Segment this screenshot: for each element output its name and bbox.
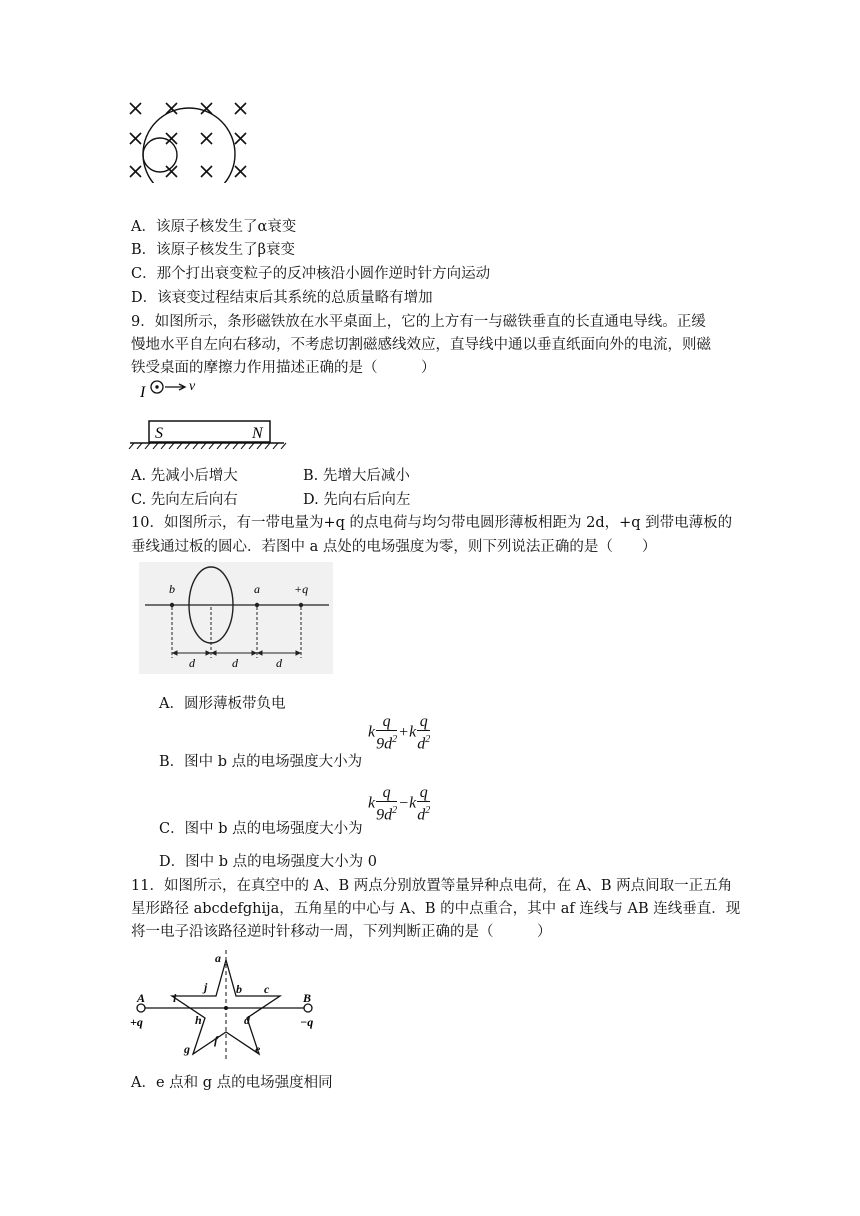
velocity-arrow-icon [165,384,185,390]
q8-option-b: B．该原子核发生了β衰变 [131,242,296,258]
q9-stem-line-2: 慢地水平自左向右移动，不考虑切割磁感线效应，直导线中通以垂直纸面向外的电流，则磁 [131,337,711,353]
q10-stem-line-2: 垂线通过板的圆心．若图中 a 点处的电场强度为零，则下列说法正确的是（ ） [131,539,657,555]
q10-option-d: D．图中 b 点的电场强度大小为 0 [159,854,377,870]
charge-a-icon [137,1004,145,1012]
q8-track-figure [126,99,252,183]
star-label-b: b [236,982,242,996]
label-qA: +q [130,1015,143,1029]
q11-stem-line-3: 将一电子沿该路径逆时针移动一周，下列判断正确的是（ ） [131,924,552,940]
star-label-f: f [214,1033,218,1047]
q10-option-a: A．圆形薄板带负电 [159,696,286,712]
q11-stem-line-1: 11．如图所示，在真空中的 A、B 两点分别放置等量异种点电荷，在 A、B 两点间取一正五角 [131,878,733,894]
magnet-pole-n: N [252,425,263,442]
table-hatching [129,443,286,449]
current-label: I [140,384,146,401]
q8-option-d: D．该衰变过程结束后其系统的总质量略有增加 [131,290,433,306]
q10-stem-line-1: 10．如图所示，有一带电量为+q 的点电荷与均匀带电圆形薄板相距为 2d，+q 到带电薄板的 [131,515,733,531]
star-label-c: c [264,982,270,996]
q9-option-d: D. 先向右后向左 [303,492,411,508]
q8-option-a: A．该原子核发生了α衰变 [131,219,297,235]
q9-stem-line-1: 9．如图所示，条形磁铁放在水平桌面上，它的上方有一与磁铁垂直的长直通电导线。正缓 [131,314,706,330]
charge-b-icon [304,1004,312,1012]
q11-stem-line-2: 星形路径 abcdefghija，五角星的中心与 A、B 的中点重合，其中 af 连线与 AB 连线垂直．现 [131,901,741,917]
label-A: A [137,991,146,1005]
distance-d-label-3: d [276,656,282,670]
magnet-pole-s: S [155,425,163,442]
charge-q-label: +q [294,582,309,596]
star-label-a: a [215,951,221,965]
velocity-label: v [189,379,196,394]
q8-option-c: C．那个打出衰变粒子的反冲核沿小圆作逆时针方向运动 [131,266,491,282]
star-label-d: d [244,1013,250,1027]
label-B: B [303,991,312,1005]
q9-option-b: B. 先增大后减小 [303,468,410,484]
small-circle-track [143,138,177,172]
q11-option-a: A．e 点和 g 点的电场强度相同 [131,1075,333,1091]
q10-formula-c: k $\frac{q}{9d^2}$ −k $\frac{q}{d^2}$ [368,784,431,824]
q10-option-b: B．图中 b 点的电场强度大小为 [159,754,363,770]
q10-disk-charge-figure [139,562,333,674]
distance-d-label-2: d [232,656,238,670]
q9-option-c: C. 先向左后向右 [131,492,238,508]
q10-formula-b: k $\frac{q}{9d^2}$ +k $\frac{q}{d^2}$ [368,713,431,753]
q9-stem-line-3: 铁受桌面的摩擦力作用描述正确的是（ ） [131,360,436,376]
star-label-h: h [195,1013,202,1027]
star-label-i: i [173,991,177,1005]
q10-option-c: C．图中 b 点的电场强度大小为 [159,821,363,837]
star-label-e: e [255,1042,261,1056]
star-label-j: j [204,980,208,994]
star-label-g: g [184,1042,190,1056]
label-qB: −q [300,1015,314,1029]
point-b-label: b [169,582,175,596]
point-a-label: a [254,582,260,596]
q11-star-path-figure [128,946,324,1062]
q9-option-a: A. 先减小后增大 [131,468,238,484]
distance-d-label-1: d [189,656,195,670]
q9-magnet-figure [128,377,288,449]
